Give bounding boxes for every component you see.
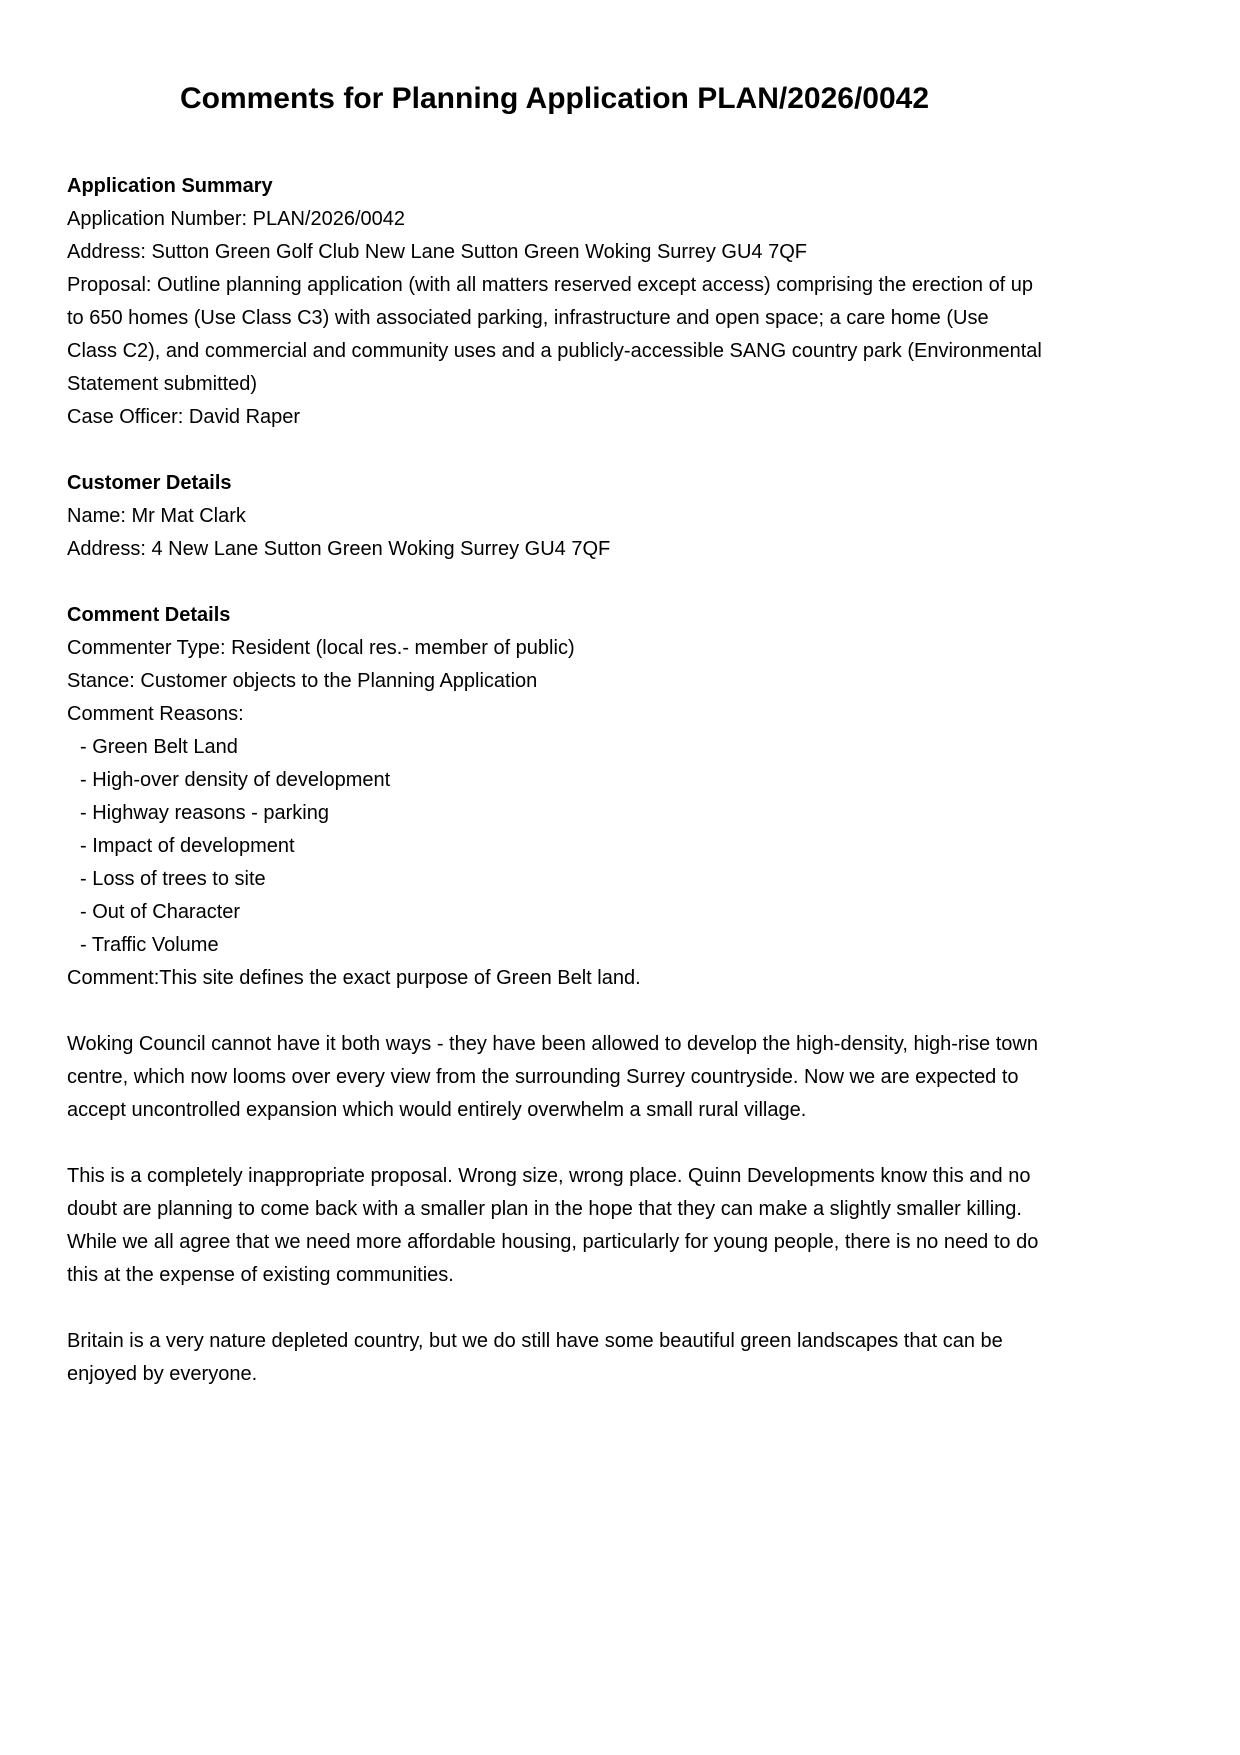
customer-details-heading: Customer Details — [67, 472, 232, 494]
comment-paragraph: This is a completely inappropriate proposal. Wrong size, wrong place. Quinn Developments know this and no doubt are planning to come back with a smaller plan in the hope that they can make a slightly smaller killing. — [67, 1165, 1031, 1220]
section-application-summary — [67, 170, 1042, 434]
application-number-line: Application Number: PLAN/2026/0042 — [67, 208, 405, 230]
customer-name-line: Name: Mr Mat Clark — [67, 505, 246, 527]
comment-reason-item: - High-over density of development — [80, 769, 391, 791]
comment-reason-item: - Green Belt Land — [80, 736, 238, 758]
comment-paragraph: Britain is a very nature depleted country, but we do still have some beautiful green landscapes that can be enjoyed by everyone. — [67, 1330, 1003, 1385]
commenter-type-line: Commenter Type: Resident (local res.- member of public) — [67, 637, 575, 659]
application-summary-heading: Application Summary — [67, 175, 273, 197]
comment-paragraph: While we all agree that we need more affordable housing, particularly for young people, there is no need to do this at the expense of existing communities. — [67, 1231, 1039, 1286]
comment-paragraph: Woking Council cannot have it both ways - they have been allowed to develop the high-density, high-rise town centre, which now looms over every view from the surrounding Surrey countryside. Now we are expected to accept uncontrolled expansion which would entirely overwhelm a small rural village. — [67, 1033, 1038, 1121]
document-content — [67, 80, 1042, 1391]
comment-reasons-label: Comment Reasons: — [67, 703, 244, 725]
customer-address-line: Address: 4 New Lane Sutton Green Woking Surrey GU4 7QF — [67, 538, 611, 560]
section-customer-details — [67, 467, 1042, 566]
comment-reason-item: - Traffic Volume — [80, 934, 219, 956]
comment-details-heading: Comment Details — [67, 604, 231, 626]
section-comment-details — [67, 599, 1042, 1391]
stance-line: Stance: Customer objects to the Planning Application — [67, 670, 538, 692]
page-title: Comments for Planning Application PLAN/2026/0042 — [179, 82, 930, 115]
case-officer-line: Case Officer: David Raper — [67, 406, 301, 428]
site-address-line: Address: Sutton Green Golf Club New Lane Sutton Green Woking Surrey GU4 7QF — [67, 241, 807, 263]
comment-reason-item: - Loss of trees to site — [80, 868, 266, 890]
comment-intro-line: Comment:This site defines the exact purpose of Green Belt land. — [67, 967, 641, 989]
comment-reason-item: - Highway reasons - parking — [80, 802, 329, 824]
comment-reason-item: - Out of Character — [80, 901, 241, 923]
comment-reason-item: - Impact of development — [80, 835, 295, 857]
proposal-line: Proposal: Outline planning application (with all matters reserved except access) comprising the erection of up to 650 homes (Use Class C3) with associated parking, infrastructure and open space; a care home (Use Class C2), and commercial and community uses and a publicly-accessible SANG country park (Environmental Statement submitted) — [67, 274, 1042, 395]
